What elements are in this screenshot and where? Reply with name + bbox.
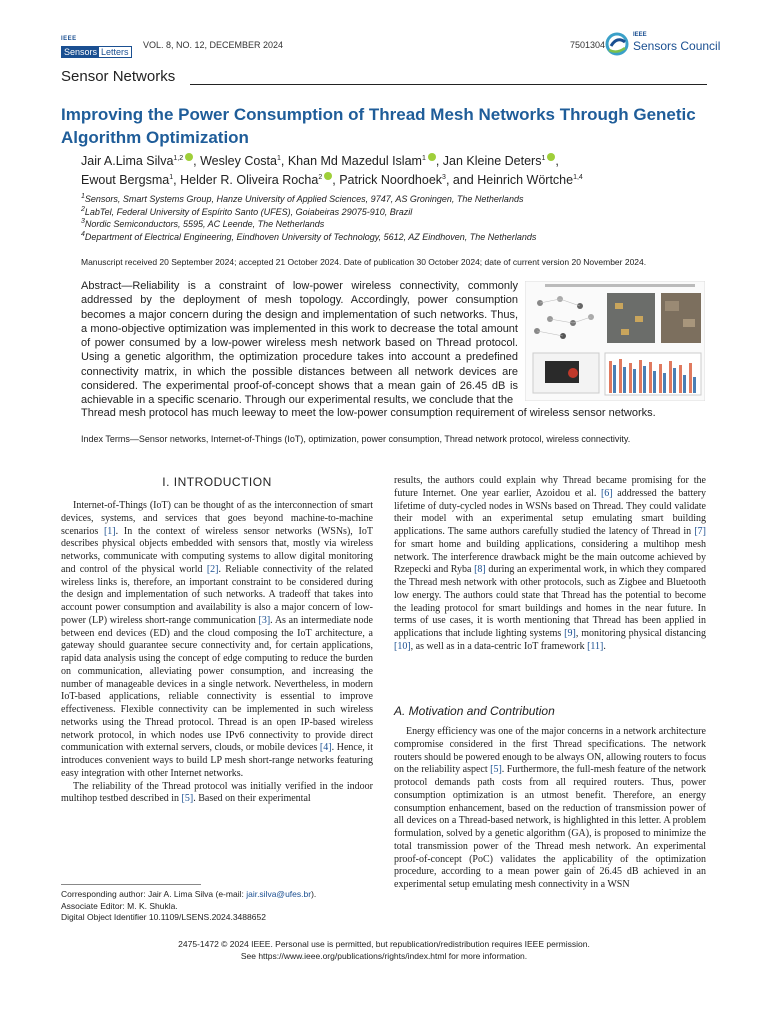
citation-link[interactable]: [5] bbox=[181, 793, 194, 805]
manuscript-dates: Manuscript received 20 September 2024; accepted 21 October 2024. Date of publication 30 October 2024; date of current version 20 November 2024. bbox=[81, 257, 647, 267]
citation-link[interactable]: [10] bbox=[394, 640, 411, 652]
author-affiliation-mark: 1,2 bbox=[173, 154, 184, 162]
citation-link[interactable]: [3] bbox=[258, 614, 271, 626]
logo-ieee-text: IEEE bbox=[61, 36, 77, 42]
abstract: Abstract—Reliability is a constraint of low-power wireless connectivity, commonly addressed by the deployment of mesh topology. Accordingly, power consumption becomes a major concern during the design and implementation of such networks. Thus, a mono-objective optimization was implemented in this work to decrease the total amount of power consumed by a low-power wireless mesh network based on Thread protocol. Using a genetic algorithm, the optimization procedure takes into account a predefined connectivity matrix, in which the possible distances between all network devices are considered. The experimental proof-of-concept shows that a mean gain of 26.45 dB is achievable in a specific scenario. Through our experimental results, we conclude that the bbox=[81, 280, 518, 407]
intro-paragraph-1: Internet-of-Things (IoT) can be thought of as the interconnection of smart devices, systems, and services that goes beyond machine-to-machine scenarios [1]. In the context of wireless sensor networks (WSNs), IoT describes physical objects embedded with sensors that, mostly via wireless networks, communicate with computing systems to allow digital monitoring and control of the physical world [2]. Reliable connectivity of the related wireless links is, therefore, an important constraint to be considered during the design and implementation of such networks. A tradeoff that takes into account power consumption and availability is also a major concern of low-power (LP) wireless short-range communication [3]. As an intermediate node between end devices (ED) and the cloud composing the IoT architecture, a gateway should guarantee secure connectivity and, for certain applications, rapid data analysis using the concept of edge computing to reduce the burden on communication, alleviating power consumption, and increasing the number of manageable devices in a single network. Nevertheless, in modern IoT-based applications, reliable connectivity is essential to improve effectiveness. Flexible connectivity can be implemented in such wireless networks using the Thread protocol. Thread is an open IP-based wireless network protocol, in which nodes use IPv6 connectivity to provide direct communication with external servers, clouds, or mobile devices [4]. Hence, it introduces convenient ways to build LP mesh short-range networks featuring easy integration with other Internet networks. bbox=[61, 500, 374, 779]
subsection-heading-motivation: A. Motivation and Contribution bbox=[394, 704, 555, 718]
column-right-bottom bbox=[394, 726, 706, 892]
orcid-icon[interactable] bbox=[324, 172, 332, 180]
index-terms: Index Terms—Sensor networks, Internet-of-Things (IoT), optimization, power consumption, Thread network protocol, wireless connectivity. bbox=[81, 434, 631, 444]
author-name: Helder R. Oliveira Rocha bbox=[180, 173, 319, 187]
footnote-rule bbox=[61, 884, 201, 885]
copyright-line-1: 2475-1472 © 2024 IEEE. Personal use is permitted, but republication/redistribution requires IEEE permission. bbox=[178, 939, 590, 949]
page-number: 7501304 bbox=[570, 40, 606, 50]
logo-letters: Letters bbox=[101, 47, 129, 57]
column-right-top bbox=[394, 475, 706, 654]
citation-link[interactable]: [9] bbox=[564, 628, 576, 639]
affiliation-list bbox=[81, 193, 701, 243]
council-name: Sensors Council bbox=[633, 39, 721, 53]
footnotes bbox=[61, 889, 316, 924]
author-email-link[interactable]: jair.silva@ufes.br bbox=[246, 889, 312, 899]
copyright-line-2: See https://www.ieee.org/publications/rights/index.html for more information. bbox=[240, 951, 528, 961]
orcid-icon[interactable] bbox=[185, 153, 193, 161]
affiliation: $^2$LabTel, Federal University of Espírito Santo (UFES), Goiabeiras 29075-910, Brazil bbox=[81, 205, 413, 217]
council-ieee-text: IEEE bbox=[633, 32, 647, 38]
section-heading-introduction: I. INTRODUCTION bbox=[162, 475, 272, 489]
author-name: Wesley Costa bbox=[200, 154, 277, 168]
author-affiliation-mark: 1 bbox=[276, 154, 281, 162]
paper-title: Improving the Power Consumption of Thread Mesh Networks Through Genetic Algorithm Optimization bbox=[61, 105, 696, 147]
citation-link[interactable]: [7] bbox=[694, 526, 706, 537]
council-swirl-icon bbox=[605, 32, 631, 56]
orcid-icon[interactable] bbox=[428, 153, 436, 161]
motivation-paragraph-1: Energy efficiency was one of the major concerns in a network architecture compromise considered in the first Thread specifications. The network routers should be powered enough to be always ON, allowing routers to focus on the reliability aspect [5]. Furthermore, the full-mesh feature of the network protocol demands path costs from all required routers. Thus, power consumption optimization is an utmost benefit. Therefore, an energy consumption enhancement, based on the reduction of transmission power of all devices on a Thread-based network, is highlighted in this letter. A problem formulation, solved by a genetic algorithm (GA), is proposed to minimize the total transmission power of the Thread mesh network. An experimental proof-of-concept (PoC) validates the applicability of the optimization procedure, according to a mean power gain of 26.45 dB achieved in an experimental setup emulating mesh connectivity in a WSN bbox=[394, 726, 706, 890]
column-left bbox=[61, 500, 373, 806]
author-name: Jair A.Lima Silva bbox=[81, 154, 174, 168]
device-photo bbox=[607, 293, 655, 343]
copyright-notice bbox=[0, 938, 768, 962]
volume-info: VOL. 8, NO. 12, DECEMBER 2024 bbox=[143, 40, 284, 50]
citation-link[interactable]: [5] bbox=[490, 764, 502, 776]
author-name: Ewout Bergsma bbox=[81, 173, 170, 187]
affiliation: $^4$Department of Electrical Engineering, Eindhoven University of Technology, 5612, AZ Eindhoven, The Netherlands bbox=[81, 230, 537, 242]
testbed-photo bbox=[661, 293, 701, 343]
corresponding-prefix: Corresponding author: Jair A. Lima Silva (e-mail: bbox=[61, 889, 247, 899]
abstract-last-line: Thread mesh protocol has much leeway to meet the low-power consumption requirement of wireless sensor networks. bbox=[81, 407, 656, 419]
citation-link[interactable]: [6] bbox=[600, 487, 613, 499]
author-affiliation-mark: 3 bbox=[442, 173, 446, 181]
logo-sensors: Sensors bbox=[64, 47, 98, 57]
logo-box bbox=[61, 46, 132, 58]
author-name: Patrick Noordhoek bbox=[339, 173, 443, 187]
section-rule bbox=[190, 84, 707, 85]
affiliation: $^3$Nordic Semiconductors, 5595, AC Leende, The Netherlands bbox=[81, 218, 325, 229]
intro-paragraph-3: results, the authors could explain why Thread became promising for the future Internet. One year earlier, Azoidou et al. [6] addressed the battery lifetime of duty-cycled nodes in WSNs based on Thread. They could validate their model with an experimental setup emulating smart building applications. The same authors carefully studied the latency of Thread in [7] for smart home and building applications, considering a multihop mesh network. The interference drawback might be the main outcome achieved by Rzepecki and Ryba [8] during an experimental work, in which they compared the Thread mesh network with other protocols, such as Zigbee and Bluetooth low energy. The authors could state that Thread has the potential to become the leading protocol for smart buildings and homes in the near future. In terms of use cases, it is worth mentioning that Thread has been applied in applications that include lighting systems [9], monitoring physical distancing [10], as well as in a data-centric IoT framework [11]. bbox=[394, 475, 706, 652]
orcid-icon[interactable] bbox=[547, 153, 555, 161]
author-affiliation-mark: 2 bbox=[318, 173, 323, 181]
author-name: Khan Md Mazedul Islam bbox=[287, 154, 422, 168]
citation-link[interactable]: [1] bbox=[103, 525, 116, 537]
citation-link[interactable]: [4] bbox=[319, 742, 332, 754]
intro-paragraph-2: The reliability of the Thread protocol was initially verified in the indoor multihop testbed described in [5]. Based on their experimental bbox=[61, 780, 373, 805]
corresponding-suffix: ). bbox=[311, 889, 317, 899]
citation-link[interactable]: [2] bbox=[206, 563, 219, 575]
doi: Digital Object Identifier 10.1109/LSENS.2024.3488652 bbox=[61, 912, 266, 922]
author-list: Jair A.Lima Silva$^{1,2}$ , Wesley Costa$^1$, Khan Md Mazedul Islam$^1$ , Jan Kleine Deters$^1$ , Ewout Bergsma$^1$, Helder R. Oliveira Rocha$^2$ , Patrick Noordhoek$^3$, and Heinrich Wörtche$^{1,4}$ bbox=[81, 154, 583, 187]
author-affiliation-mark: 1 bbox=[421, 154, 426, 162]
author-name: Jan Kleine Deters bbox=[442, 154, 542, 168]
author-affiliation-mark: 1 bbox=[541, 154, 546, 162]
citation-link[interactable]: [8] bbox=[474, 564, 486, 576]
author-affiliation-mark: 1 bbox=[169, 173, 174, 181]
associate-editor: Associate Editor: M. K. Shukla. bbox=[61, 900, 178, 911]
sensors-letters-logo bbox=[61, 36, 139, 60]
corresponding-author bbox=[61, 889, 316, 901]
sensors-council-logo bbox=[605, 32, 721, 56]
graphical-abstract-figure bbox=[525, 281, 705, 401]
author-affiliation-mark: 1,4 bbox=[573, 173, 583, 181]
results-bar-chart bbox=[605, 353, 701, 395]
author-name: Heinrich Wörtche bbox=[477, 173, 574, 187]
affiliation: $^1$Sensors, Smart Systems Group, Hanze University of Applied Sciences, 9747, AS Groningen, The Netherlands bbox=[81, 193, 524, 204]
section-name: Sensor Networks bbox=[61, 68, 176, 85]
citation-link[interactable]: [11] bbox=[587, 640, 604, 652]
